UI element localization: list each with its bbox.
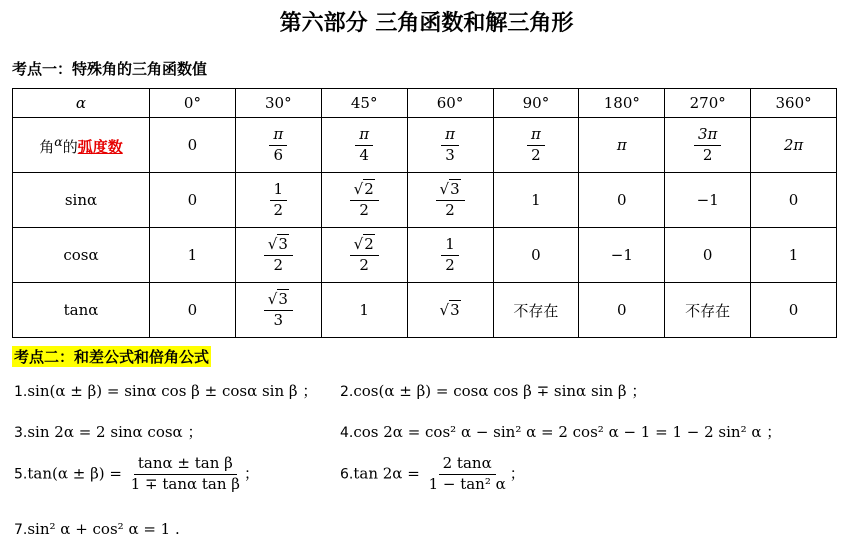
table-cell: 2π [751, 118, 837, 173]
table-cell: −1 [665, 173, 751, 228]
table-cell: $\frac{\pi}{2}$ [493, 118, 579, 173]
table-cell: $\frac{\pi}{3}$ [407, 118, 493, 173]
page-title: 第六部分 三角函数和解三角形 [279, 11, 574, 36]
table-cell: 0 [579, 173, 665, 228]
table-row-radians [13, 118, 837, 173]
section-heading-formulas: 考点二：和差公式和倍角公式 [14, 348, 210, 366]
table-cell: π [579, 118, 665, 173]
table-cell: 0 [150, 173, 236, 228]
header-cell: 180° [579, 89, 665, 118]
formula-1: 1.sin(α ± β) = sinα cos β ± cosα sin β ； [14, 382, 318, 400]
table-cell: $\frac{√3}{2}$ [235, 228, 321, 283]
formula-4: 4.cos 2α = cos² α − sin² α = 2 cos² α − 1 = 1 − 2 sin² α ； [340, 423, 782, 441]
table-cell: 0 [751, 173, 837, 228]
table-cell: $\frac{√3}{2}$ [407, 173, 493, 228]
fraction: $\frac{2 \tan\alpha}{\text{1 − tan² α}}$ [428, 454, 506, 493]
table-row-cos [13, 228, 837, 283]
row-label: cosα [13, 228, 150, 283]
formula-3: 3.sin 2α = 2 sinα cosα ； [14, 423, 203, 441]
formula-7: 7.sin² α + cos² α = 1 . [14, 520, 180, 538]
table-row-tan [13, 283, 837, 338]
table-cell: 0 [150, 283, 236, 338]
table-cell: 0 [665, 228, 751, 283]
row-label: sinα [13, 173, 150, 228]
formula-2: 2.cos(α ± β) = cosα cos β ∓ sinα sin β ； [340, 382, 647, 400]
header-cell: 360° [751, 89, 837, 118]
special-angle-table [12, 88, 837, 338]
formula-6: 6.tan 2α = $\frac{2 \tan\alpha}{\text{1 − tan² α}}$ ； [340, 454, 525, 493]
header-cell: 45° [321, 89, 407, 118]
table-cell: 1 [751, 228, 837, 283]
table-cell: $\frac{√2}{2}$ [321, 173, 407, 228]
table-cell: 0 [579, 283, 665, 338]
table-cell: 0 [150, 118, 236, 173]
table-cell: 1 [493, 173, 579, 228]
header-cell: 60° [407, 89, 493, 118]
table-cell: 1 [321, 283, 407, 338]
radian-highlight: 弧度数 [77, 137, 123, 156]
table-cell: 不存在 [665, 283, 751, 338]
row-label-radians: 角$^\alpha$的弧度数 [13, 118, 150, 173]
table-cell: 1 [150, 228, 236, 283]
header-cell: 90° [493, 89, 579, 118]
table-cell: 不存在 [493, 283, 579, 338]
table-cell: 0 [493, 228, 579, 283]
table-cell: $\frac{1}{2}$ [235, 173, 321, 228]
table-cell: $\frac{\pi}{4}$ [321, 118, 407, 173]
header-cell: 0° [150, 89, 236, 118]
table-cell: $\frac{√2}{2}$ [321, 228, 407, 283]
table-cell: $\frac{\pi}{6}$ [235, 118, 321, 173]
table-cell: $\frac{√3}{3}$ [235, 283, 321, 338]
table-cell: $\frac{1}{2}$ [407, 228, 493, 283]
row-label: tanα [13, 283, 150, 338]
formula-5: 5.tan(α ± β) = $\frac{\text{tanα ± tan β}}{\text{1 ∓ tanα tan β}}$ ； [14, 454, 259, 493]
header-cell: 270° [665, 89, 751, 118]
header-cell: α [13, 89, 150, 118]
table-cell: √3 [407, 283, 493, 338]
section-heading-special-angles: 考点一：特殊角的三角函数值 [12, 60, 208, 78]
table-row-sin [13, 173, 837, 228]
table-cell: −1 [579, 228, 665, 283]
fraction: $\frac{\text{tanα ± tan β}}{\text{1 ∓ tanα tan β}}$ [130, 454, 240, 493]
table-header-row [13, 89, 837, 118]
header-cell: 30° [235, 89, 321, 118]
table-cell: $\frac{3\pi}{2}$ [665, 118, 751, 173]
table-cell: 0 [751, 283, 837, 338]
